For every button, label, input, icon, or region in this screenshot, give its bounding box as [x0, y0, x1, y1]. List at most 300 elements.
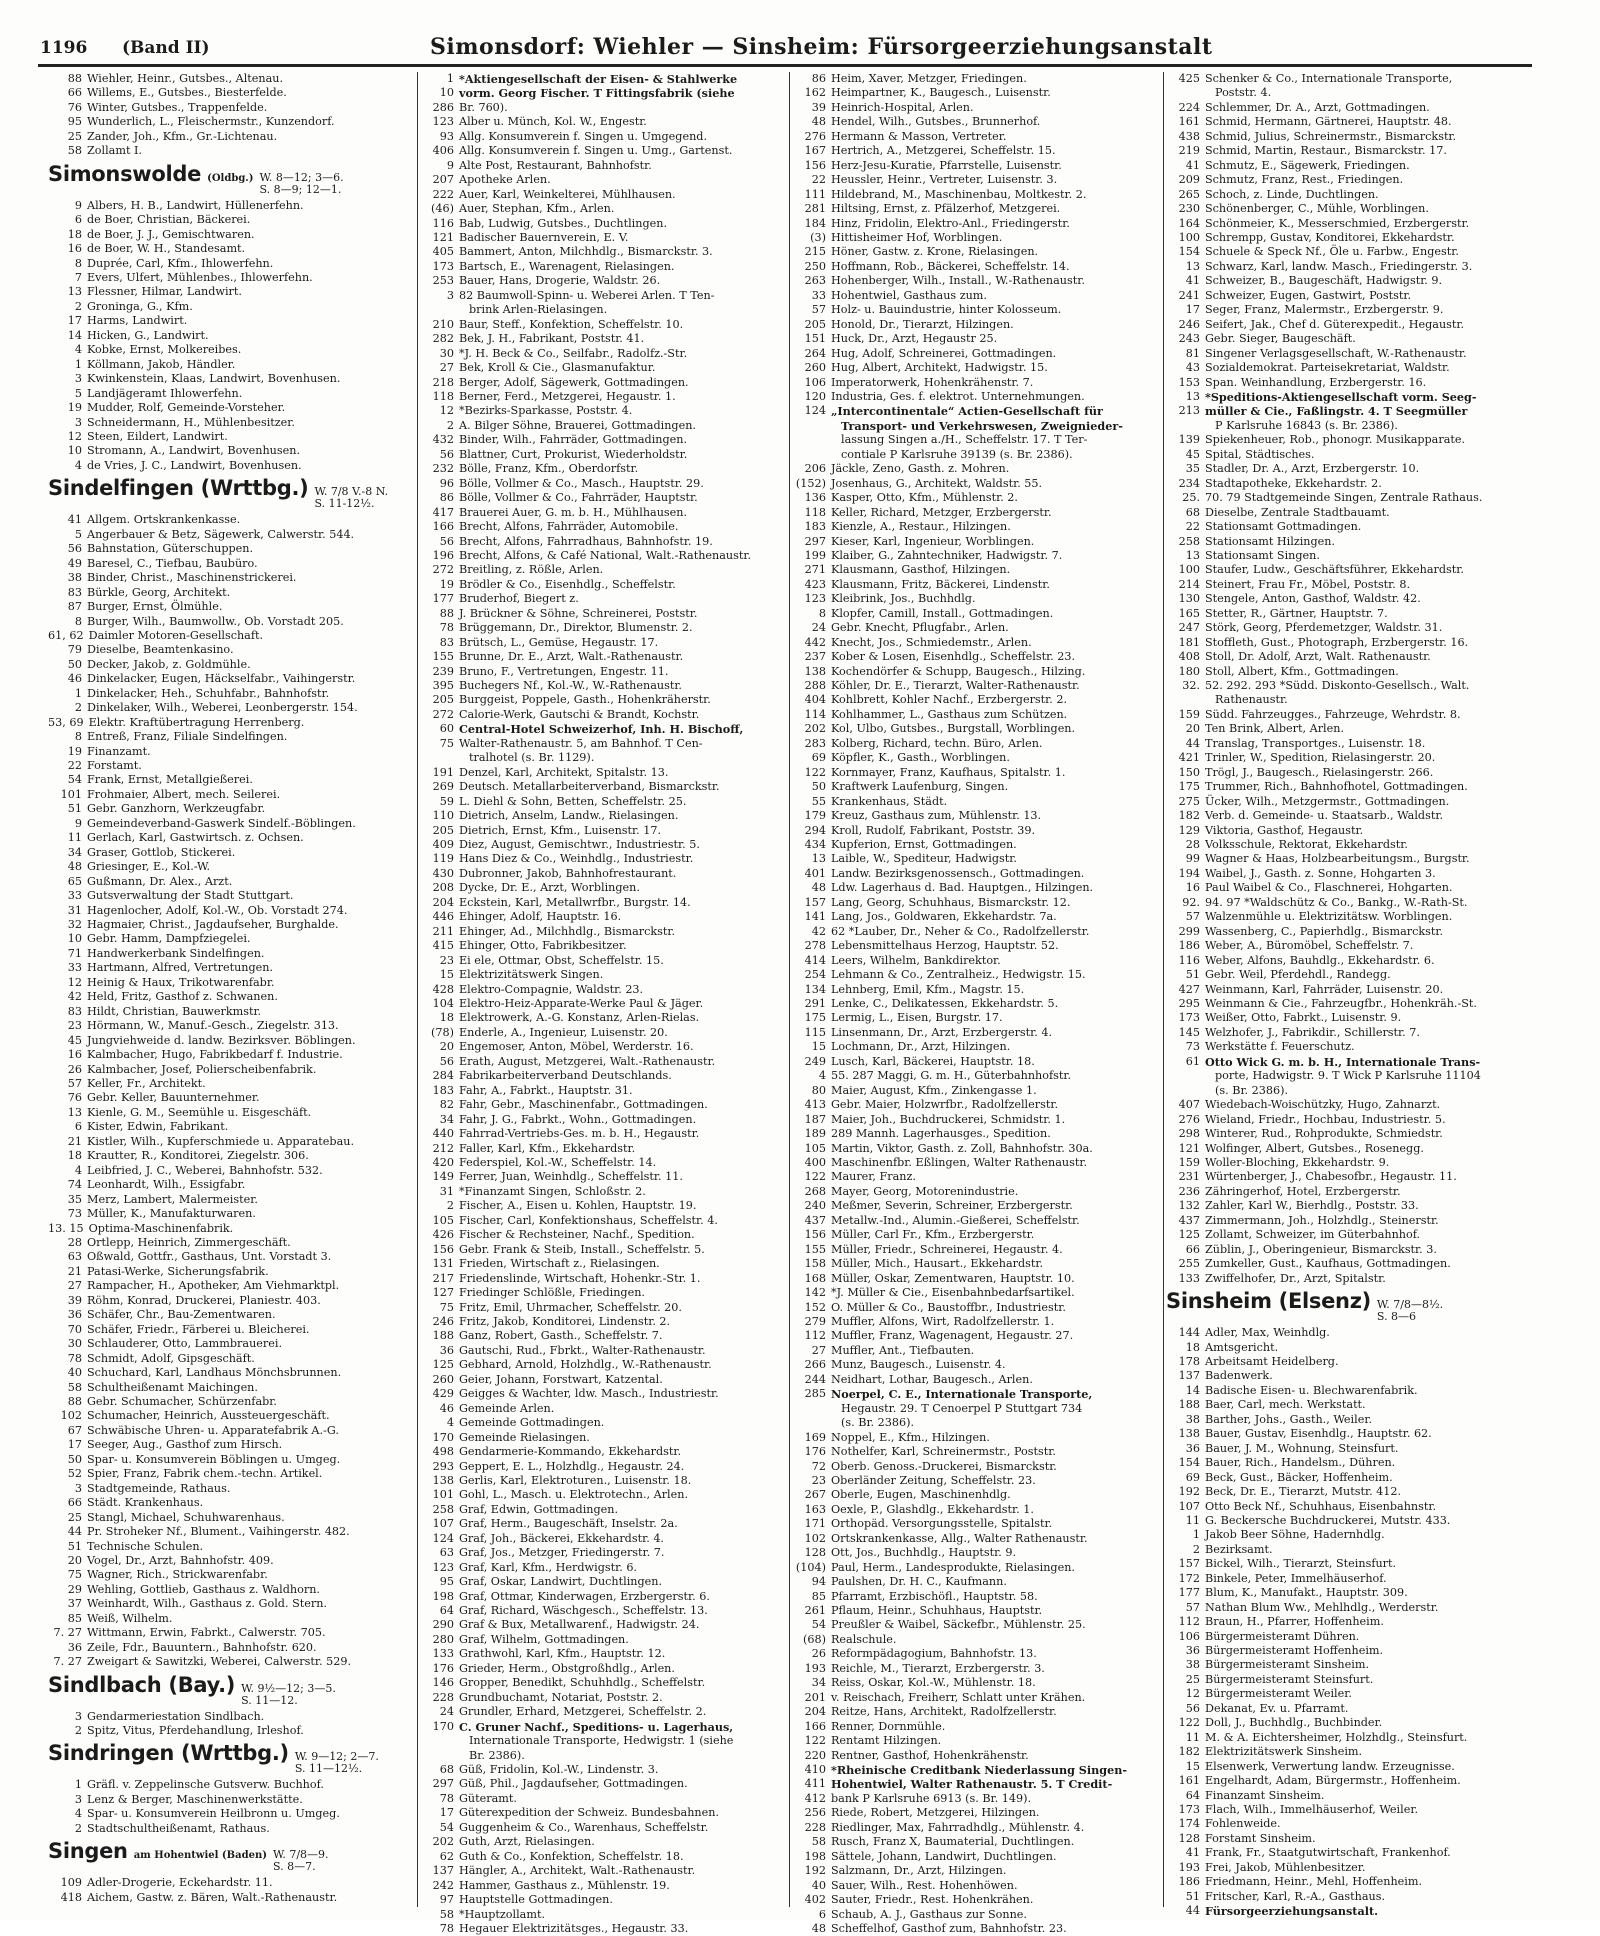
column-divider [789, 72, 790, 1907]
entry-text: Willems, E., Gutsbes., Biesterfelde. [87, 86, 287, 100]
line-number: 1 [74, 1778, 82, 1792]
line-number: 42 [67, 990, 82, 1004]
entry-text: Schultheißenamt Maichingen. [87, 1380, 258, 1394]
line-number: 189 [804, 1127, 826, 1141]
line-number: 14 [67, 328, 82, 342]
entry-text: Bauer, Rich., Handelsm., Dühren. [1205, 1456, 1396, 1470]
entry-text: Evers, Ulfert, Mühlenbes., Ihlowerfehn. [87, 270, 313, 284]
entry-text: Alber u. Münch, Kol. W., Engestr. [459, 115, 647, 129]
line-number [420, 303, 459, 317]
line-number: 411 [804, 1777, 826, 1791]
entry-text: Zwiffelhofer, Dr., Arzt, Spitalstr. [1205, 1271, 1386, 1285]
directory-entry [48, 1540, 414, 1554]
entry-text: Schumacher, Heinrich, Aussteuergeschäft. [87, 1409, 330, 1423]
directory-entry [792, 245, 1158, 259]
line-number: (46) [431, 202, 454, 216]
directory-entry [792, 1763, 1158, 1777]
entry-text: Südd. Fahrzeugges., Fahrzeuge, Wehrdstr. 8. [1205, 707, 1461, 721]
directory-entry [792, 1850, 1158, 1864]
directory-entry [1166, 274, 1534, 288]
directory-entry [1166, 1630, 1534, 1644]
line-number: 35 [67, 1192, 82, 1206]
entry-text: vorm. Georg Fischer. T Fittingsfabrik (siehe [459, 86, 735, 101]
directory-entry [48, 213, 414, 227]
entry-text: Fahr, A., Fabrkt., Hauptstr. 31. [459, 1083, 633, 1097]
line-number: 51 [67, 802, 82, 816]
directory-entry [792, 1734, 1158, 1748]
entry-text: Gebr. Schumacher, Schürzenfabr. [87, 1394, 277, 1408]
entry-text: Guth, Arzt, Rielasingen. [459, 1835, 595, 1849]
directory-entry [48, 1063, 414, 1077]
line-number: 45 [1185, 447, 1200, 461]
directory-entry [1166, 1716, 1534, 1730]
line-number: 9 [446, 158, 454, 172]
directory-entry [420, 939, 786, 953]
entry-text: Erath, August, Metzgerei, Walt.-Rathenaustr. [459, 1054, 716, 1068]
directory-entry [48, 1265, 414, 1279]
line-number: 33 [67, 961, 82, 975]
entry-text: Riede, Robert, Metzgerei, Hilzingen. [831, 1806, 1040, 1820]
directory-entry [792, 101, 1158, 115]
directory-entry [792, 376, 1158, 390]
directory-entry [792, 592, 1158, 606]
directory-entry [48, 1236, 414, 1250]
line-number: 134 [804, 982, 826, 996]
entry-text: Riedlinger, Max, Fahrradhdlg., Mühlenstr. 4. [831, 1820, 1085, 1834]
directory-entry [420, 1402, 786, 1416]
line-number: 192 [1178, 1485, 1200, 1499]
entry-text: Zeile, Fdr., Bauuntern., Bahnhofstr. 620. [87, 1640, 317, 1654]
entry-text: Daimler Motoren-Gesellschaft. [88, 628, 264, 642]
directory-entry [420, 1474, 786, 1488]
entry-text: Fürsorgeerziehungsanstalt. [1205, 1904, 1379, 1919]
directory-entry [48, 947, 414, 961]
entry-text: Bab, Ludwig, Gutsbes., Duchtlingen. [459, 216, 668, 230]
directory-entry [1166, 751, 1534, 765]
directory-entry [1166, 592, 1534, 606]
entry-text: Kasper, Otto, Kfm., Mühlenstr. 2. [831, 491, 1018, 505]
entry-text: Hagenlocher, Adolf, Kol.-W., Ob. Vorstadt 274. [87, 903, 348, 917]
line-number: 65 [67, 874, 82, 888]
line-number: 446 [432, 910, 454, 924]
entry-text: Rampacher, H., Apotheker, Am Viehmarktpl. [87, 1279, 340, 1293]
entry-text: Oberländer Zeitung, Scheffelstr. 23. [831, 1473, 1036, 1487]
entry-text: Gebr. Maier, Holzwrfbr., Radolfzellerstr. [831, 1098, 1058, 1112]
line-number: 36 [67, 1308, 82, 1322]
directory-entry [792, 809, 1158, 823]
town-hours [1377, 1299, 1443, 1323]
entry-text: Spital, Städtisches. [1205, 447, 1315, 461]
entry-text: Engemoser, Anton, Möbel, Werderstr. 16. [459, 1040, 694, 1054]
entry-text: Forstamt. [87, 759, 142, 773]
line-number: 28 [67, 1235, 82, 1249]
entry-text: Flessner, Hilmar, Landwirt. [87, 285, 242, 299]
entry-text: müller & Cie., Faßlingstr. 4. T Seegmüller [1205, 404, 1468, 419]
directory-entry [792, 1590, 1158, 1604]
line-number: 23 [811, 1473, 826, 1487]
entry-text: Grundler, Erhard, Metzgerei, Scheffelstr. 2. [459, 1705, 707, 1719]
directory-entry [48, 1568, 414, 1582]
line-number: 19 [67, 401, 82, 415]
line-number: 406 [432, 144, 454, 158]
line-number: 142 [804, 1286, 826, 1300]
entry-text: Rusch, Franz X, Baumaterial, Duchtlingen. [831, 1835, 1075, 1849]
entry-text: Frei, Jakob, Mühlenbesitzer. [1205, 1860, 1366, 1874]
directory-entry [48, 600, 414, 614]
entry-text: Dietrich, Anselm, Landw., Rielasingen. [459, 809, 679, 823]
line-number: 30 [439, 346, 454, 360]
line-number: 75 [67, 1568, 82, 1582]
entry-text: Müller, Mich., Hausart., Ekkehardstr. [831, 1257, 1044, 1271]
directory-entry [48, 1106, 414, 1120]
directory-entry [420, 766, 786, 780]
entry-text: Paul Waibel & Co., Flaschnerei, Hohgarten. [1205, 881, 1453, 895]
entry-text: *J. Müller & Cie., Eisenbahnbedarfsartikel. [831, 1286, 1075, 1300]
line-number: 146 [432, 1676, 454, 1690]
directory-entry [420, 1546, 786, 1560]
line-number: 432 [432, 433, 454, 447]
directory-entry [1166, 404, 1534, 418]
directory-entry [1166, 607, 1534, 621]
entry-text: Fischer, A., Eisen u. Kohlen, Hauptstr. 19. [459, 1199, 697, 1213]
directory-entry [48, 1710, 414, 1724]
entry-text: Leonhardt, Wilh., Essigfabr. [87, 1178, 246, 1192]
line-number: 11 [1185, 1730, 1200, 1744]
town-hours-sunday: S. 11—12. [241, 1693, 298, 1707]
line-number: 18 [67, 227, 82, 241]
entry-text: Singener Verlagsgesellschaft, W.-Rathenaustr. [1205, 346, 1467, 360]
line-number: 256 [804, 1806, 826, 1820]
entry-text: Kister, Edwin, Fabrikant. [87, 1120, 229, 1134]
header-rule [38, 64, 1532, 67]
directory-entry [48, 745, 414, 759]
line-number: 293 [432, 1459, 454, 1473]
line-number: 155 [432, 650, 454, 664]
line-number: 72 [811, 1459, 826, 1473]
entry-text: Deutsch. Metallarbeiterverband, Bismarckstr. [459, 780, 720, 794]
directory-entry [420, 1460, 786, 1474]
line-number: 12 [67, 975, 82, 989]
entry-text: J. Brückner & Söhne, Schreinerei, Poststr. [459, 606, 698, 620]
entry-text: Arbeitsamt Heidelberg. [1205, 1354, 1339, 1368]
directory-entry [1166, 1875, 1534, 1889]
running-title: Simonsdorf: Wiehler — Sinsheim: Fürsorgeerziehungsanstalt [430, 34, 1213, 60]
entry-text: Eckstein, Karl, Metallwrfbr., Burgstr. 14. [459, 895, 691, 909]
line-number: 193 [804, 1661, 826, 1675]
line-number: 4 [818, 1069, 826, 1083]
town-hours [314, 486, 388, 510]
town-name: Singen [48, 1839, 128, 1864]
directory-entry [48, 860, 414, 874]
line-number: 297 [804, 534, 826, 548]
entry-text: Elektr. Kraftübertragung Herrenberg. [88, 715, 305, 729]
directory-entry [420, 1763, 786, 1777]
directory-entry [1166, 376, 1534, 390]
directory-entry [48, 831, 414, 845]
directory-entry [420, 824, 786, 838]
directory-entry [420, 1228, 786, 1242]
line-number: 401 [804, 866, 826, 880]
line-number: 414 [804, 953, 826, 967]
line-number: 44 [1185, 1904, 1200, 1918]
directory-entry [420, 1011, 786, 1025]
directory-entry [420, 1575, 786, 1589]
directory-entry [1166, 1471, 1534, 1485]
line-number: 96 [439, 476, 454, 490]
line-number: 4 [74, 1807, 82, 1821]
line-number: 144 [1178, 1326, 1200, 1340]
line-number: 20 [1185, 722, 1200, 736]
directory-entry [1166, 1745, 1534, 1759]
line-number: 33 [811, 288, 826, 302]
directory-entry [48, 672, 414, 686]
entry-text: Burger, Ernst, Ölmühle. [87, 600, 223, 614]
entry-text: Ganz, Robert, Gasth., Scheffelstr. 7. [459, 1329, 663, 1343]
directory-entry [1166, 390, 1534, 404]
entry-text: contiale P Karlsruhe 39139 (s. Br. 2386). [841, 447, 1073, 461]
directory-entry [792, 274, 1158, 288]
entry-text: Elsenwerk, Verwertung landw. Erzeugnisse. [1205, 1759, 1455, 1773]
directory-entry [792, 144, 1158, 158]
line-number: 198 [432, 1589, 454, 1603]
entry-text: Groninga, G., Kfm. [87, 299, 193, 313]
directory-entry [792, 1358, 1158, 1372]
directory-entry [48, 329, 414, 343]
entry-text: Seger, Franz, Malermstr., Erzbergerstr. 9. [1205, 303, 1444, 317]
directory-entry [420, 289, 786, 303]
line-number: 1 [74, 686, 82, 700]
directory-entry [420, 1922, 786, 1936]
line-number: 412 [804, 1791, 826, 1805]
entry-text: Munz, Baugesch., Luisenstr. 4. [831, 1358, 1006, 1372]
directory-entry [420, 173, 786, 187]
line-number: 5 [74, 527, 82, 541]
directory-entry [48, 1222, 414, 1236]
entry-text: Josenhaus, G., Architekt, Waldstr. 55. [831, 476, 1043, 490]
directory-entry [1166, 1127, 1534, 1141]
directory-entry [792, 1474, 1158, 1488]
directory-entry [792, 679, 1158, 693]
directory-entry [420, 390, 786, 404]
line-number: 263 [804, 274, 826, 288]
directory-entry [420, 1257, 786, 1271]
line-number: 7. 27 [53, 1655, 82, 1669]
directory-entry [420, 780, 786, 794]
directory-entry [1166, 1601, 1534, 1615]
line-number: 253 [432, 274, 454, 288]
directory-entry [420, 1214, 786, 1228]
entry-text: Hammer, Gasthaus z., Mühlenstr. 19. [459, 1878, 670, 1892]
entry-text: Bauer, Gustav, Eisenhdlg., Hauptstr. 62. [1205, 1427, 1432, 1441]
directory-entry [1166, 1326, 1534, 1340]
directory-entry [48, 257, 414, 271]
line-number: 2 [446, 1199, 454, 1213]
directory-entry [420, 1358, 786, 1372]
directory-entry [792, 1329, 1158, 1343]
line-number: 13 [67, 285, 82, 299]
line-number: 228 [804, 1820, 826, 1834]
page-number: 1196 [40, 38, 88, 58]
entry-text: Elektro-Compagnie, Waldstr. 23. [459, 982, 644, 996]
line-number: 11 [67, 831, 82, 845]
directory-entry [792, 1026, 1158, 1040]
entry-text: Industria, Ges. f. elektrot. Unternehmungen. [831, 389, 1085, 403]
line-number: 100 [1178, 563, 1200, 577]
directory-entry [420, 636, 786, 650]
line-number: 74 [67, 1178, 82, 1192]
entry-text: Entreß, Franz, Filiale Sindelfingen. [87, 730, 288, 744]
directory-entry [792, 722, 1158, 736]
directory-entry [48, 358, 414, 372]
directory-entry [48, 1352, 414, 1366]
line-number: 18 [439, 1011, 454, 1025]
directory-entry [1166, 1026, 1534, 1040]
directory-entry [48, 904, 414, 918]
directory-entry [420, 1604, 786, 1618]
entry-text: Faller, Karl, Kfm., Ekkehardstr. [459, 1141, 636, 1155]
directory-entry [1166, 1832, 1534, 1846]
directory-entry [48, 1778, 414, 1792]
line-number: 57 [1185, 910, 1200, 924]
line-number: 222 [432, 187, 454, 201]
directory-entry [1166, 477, 1534, 491]
line-number: 437 [1178, 1213, 1200, 1227]
directory-entry [792, 1532, 1158, 1546]
line-number: 427 [1178, 982, 1200, 996]
entry-text: Forstamt Sinsheim. [1205, 1831, 1316, 1845]
directory-entry [792, 1821, 1158, 1835]
entry-text: Herz-Jesu-Kuratie, Pfarrstelle, Luisenstr. [831, 158, 1062, 172]
entry-text: Brunne, Dr. E., Arzt, Walt.-Rathenaustr. [459, 650, 684, 664]
line-number: 198 [804, 1849, 826, 1863]
line-number: 114 [804, 707, 826, 721]
line-number: 12 [439, 404, 454, 418]
entry-text: Bürgermeisteramt Weiler. [1205, 1687, 1352, 1701]
line-number: 168 [804, 1271, 826, 1285]
line-number: 69 [811, 751, 826, 765]
directory-entry [1166, 867, 1534, 881]
line-number: 30 [67, 1337, 82, 1351]
entry-text: Zollamt, Schweizer, im Güterbahnhof. [1205, 1228, 1421, 1242]
directory-entry [420, 491, 786, 505]
directory-entry [48, 1467, 414, 1481]
directory-entry [48, 571, 414, 585]
line-number: 80 [811, 1083, 826, 1097]
directory-entry [420, 188, 786, 202]
line-number: 214 [1178, 577, 1200, 591]
entry-text: Albers, H. B., Landwirt, Hüllenerfehn. [87, 198, 304, 212]
line-number: 56 [67, 542, 82, 556]
line-number: 224 [1178, 100, 1200, 114]
directory-entry [1166, 636, 1534, 650]
line-number: 59 [439, 794, 454, 808]
directory-entry [792, 1257, 1158, 1271]
directory-entry [48, 961, 414, 975]
line-number: 94 [811, 1575, 826, 1589]
directory-entry [420, 462, 786, 476]
directory-entry [792, 1185, 1158, 1199]
directory-entry [48, 687, 414, 701]
directory-entry [48, 1525, 414, 1539]
town-region: am Hohentwiel (Baden) [133, 1850, 267, 1862]
directory-entry [420, 1777, 786, 1791]
entry-text: Gendarmeriestation Sindlbach. [87, 1709, 265, 1723]
directory-entry [792, 1387, 1158, 1401]
line-number: 39 [67, 1293, 82, 1307]
directory-entry [792, 477, 1158, 491]
directory-entry [1166, 1011, 1534, 1025]
line-number: 175 [1178, 780, 1200, 794]
entry-text: Geppert, E. L., Holzhdlg., Hegaustr. 24. [459, 1459, 685, 1473]
directory-entry [420, 1864, 786, 1878]
directory-entry [48, 615, 414, 629]
line-number: 181 [1178, 635, 1200, 649]
line-number: 36 [1185, 1644, 1200, 1658]
entry-text: Span. Weinhandlung, Erzbergerstr. 16. [1205, 375, 1427, 389]
directory-entry [48, 1807, 414, 1821]
entry-text: Guth & Co., Konfektion, Scheffelstr. 18. [459, 1849, 684, 1863]
directory-entry [1166, 1644, 1534, 1658]
directory-entry [420, 1488, 786, 1502]
directory-entry [420, 1199, 786, 1213]
line-number: 166 [804, 1719, 826, 1733]
entry-text: Stationsamt Hilzingen. [1205, 534, 1336, 548]
entry-text: *Aktiengesellschaft der Eisen- & Stahlwerke [459, 72, 738, 86]
directory-entry [48, 101, 414, 115]
line-number: (78) [431, 1025, 454, 1039]
line-number: 12 [1185, 1687, 1200, 1701]
entry-text: Kraftwerk Laufenburg, Singen. [831, 780, 1009, 794]
directory-entry [48, 1019, 414, 1033]
entry-text: Muffler, Alfons, Wirt, Radolfzellerstr. 1. [831, 1314, 1055, 1328]
entry-text: Elektrizitätswerk Singen. [459, 968, 604, 982]
line-number: 163 [804, 1502, 826, 1516]
directory-entry [792, 997, 1158, 1011]
line-number: 188 [432, 1329, 454, 1343]
town-heading [48, 1839, 414, 1874]
entry-text: Hinz, Fridolin, Elektro-Anl., Friedingerstr. [831, 216, 1070, 230]
directory-entry [48, 372, 414, 386]
entry-text: Aichem, Gastw. z. Bären, Walt.-Rathenaustr. [87, 1890, 338, 1904]
line-number: 78 [439, 1791, 454, 1805]
entry-text: Otto Beck Nf., Schuhhaus, Eisenbahnstr. [1205, 1499, 1437, 1513]
entry-text: Fohlenweide. [1205, 1817, 1281, 1831]
directory-entry [1166, 506, 1534, 520]
entry-text: *Speditions-Aktiengesellschaft vorm. Seeg- [1205, 389, 1477, 404]
entry-text: Steen, Eildert, Landwirt. [87, 429, 228, 443]
entry-text: Hohenberger, Wilh., Install., W.-Rathenaustr. [831, 274, 1085, 288]
line-number: 240 [804, 1199, 826, 1213]
directory-entry [420, 1720, 786, 1734]
entry-text: Ehinger, Otto, Fabrikbesitzer. [459, 939, 627, 953]
entry-text: Gohl, L., Masch. u. Elektrotechn., Arlen. [459, 1488, 689, 1502]
entry-text: Bek, J. H., Fabrikant, Poststr. 41. [459, 332, 645, 346]
directory-entry [792, 1792, 1158, 1806]
entry-text: de Vries, J. C., Landwirt, Bovenhusen. [87, 458, 302, 472]
directory-entry [420, 144, 786, 158]
entry-text: Hildt, Christian, Bauwerkmstr. [87, 1004, 262, 1018]
line-number: 155 [804, 1242, 826, 1256]
directory-entry [792, 1127, 1158, 1141]
directory-entry [1166, 1243, 1534, 1257]
directory-entry [48, 115, 414, 129]
directory-entry [48, 773, 414, 787]
entry-text: Buchegers Nf., Kol.-W., W.-Rathenaustr. [459, 679, 682, 693]
entry-text: Lusch, Karl, Bäckerei, Hauptstr. 18. [831, 1054, 1035, 1068]
entry-text: Hittisheimer Hof, Worblingen. [831, 230, 1003, 244]
directory-entry [1166, 535, 1534, 549]
directory-entry [48, 875, 414, 889]
